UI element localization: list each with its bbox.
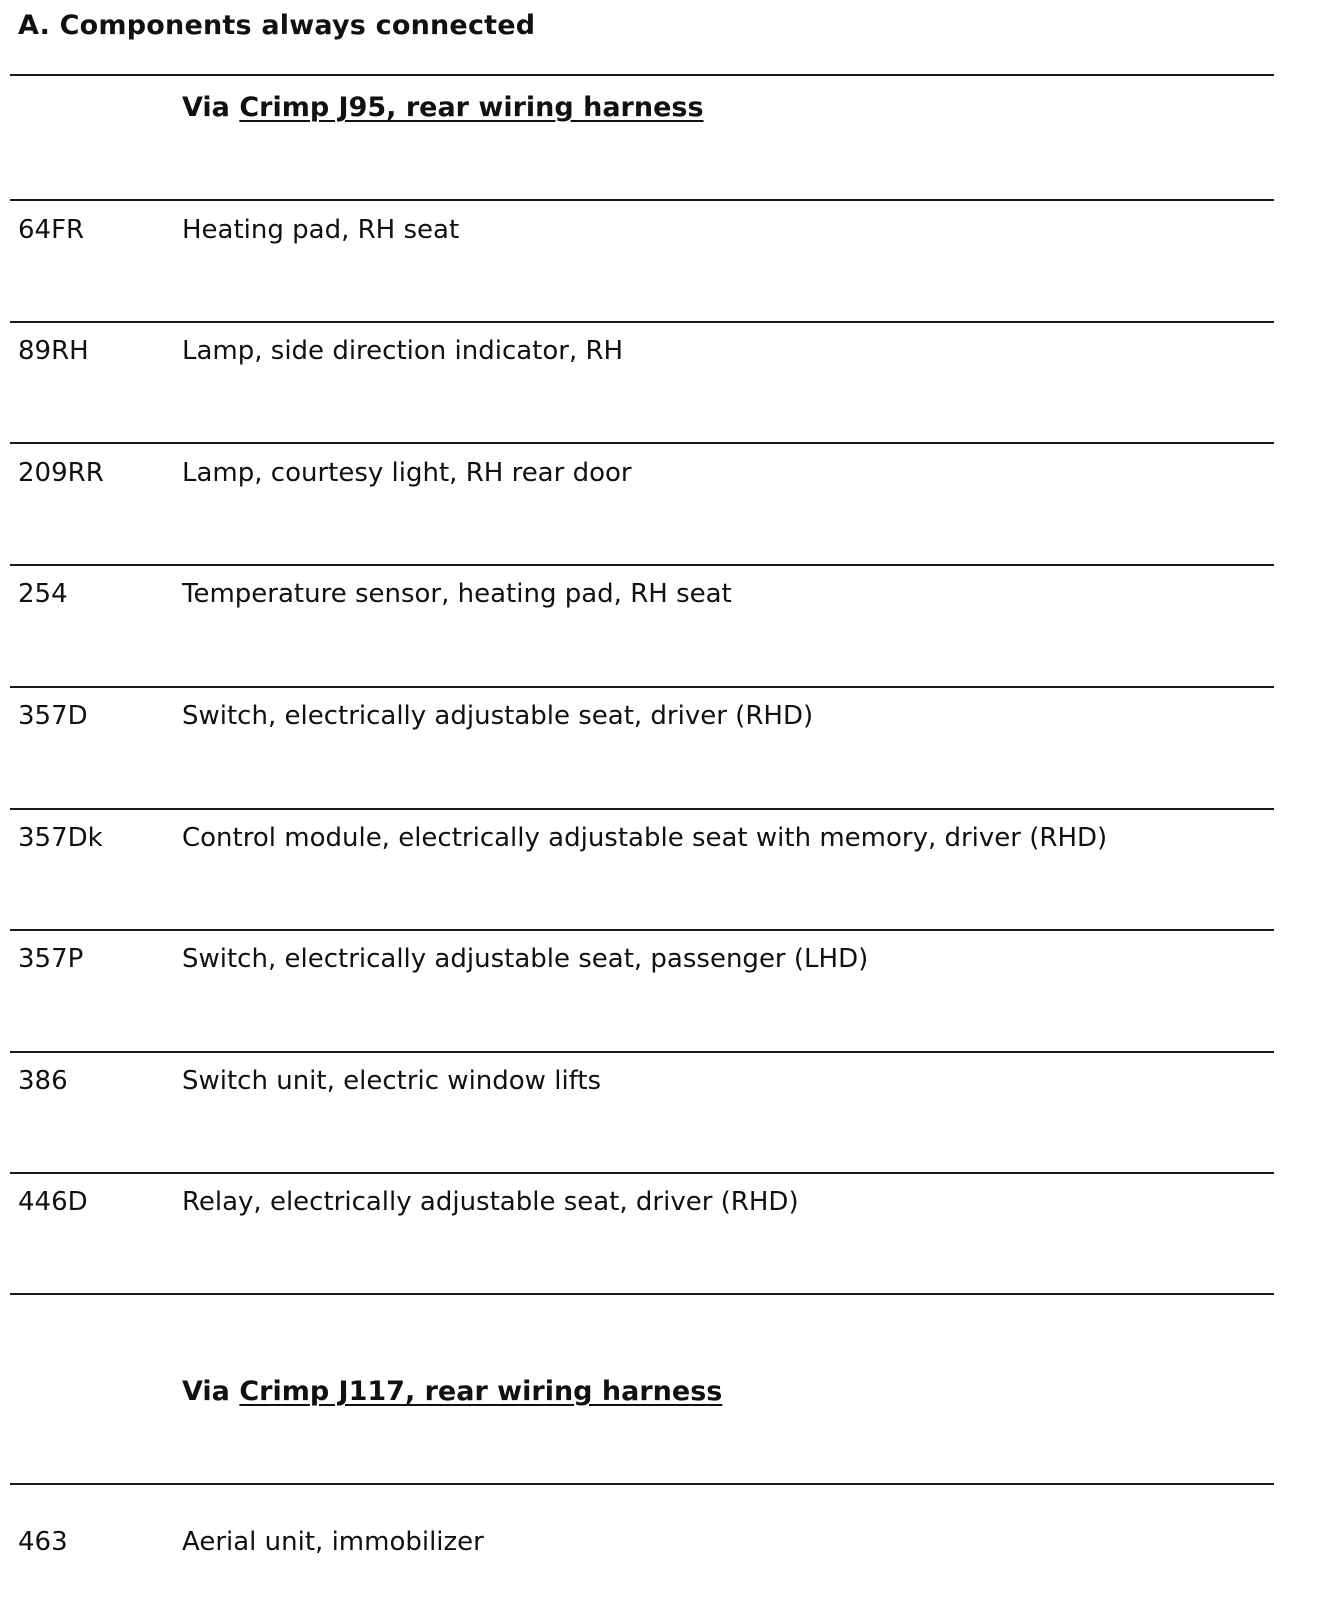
table-divider	[10, 1172, 1274, 1174]
via-prefix: Via	[182, 92, 230, 123]
table-divider	[10, 74, 1274, 76]
table-row	[0, 574, 1290, 614]
component-description: Aerial unit, immobilizer	[182, 1527, 484, 1557]
table-divider	[10, 1483, 1274, 1485]
component-description: Lamp, side direction indicator, RH	[182, 336, 624, 366]
component-description: Control module, electrically adjustable seat with memory, driver (RHD)	[182, 823, 1108, 853]
component-description: Switch, electrically adjustable seat, driver (RHD)	[182, 701, 814, 731]
table-divider	[10, 442, 1274, 444]
component-code: 463	[18, 1527, 68, 1557]
component-code: 386	[18, 1066, 68, 1096]
table-divider	[10, 564, 1274, 566]
component-description: Heating pad, RH seat	[182, 215, 460, 245]
component-code: 357P	[18, 944, 84, 974]
table-row	[0, 939, 1290, 979]
group-heading-j117	[182, 1372, 722, 1412]
component-description: Lamp, courtesy light, RH rear door	[182, 458, 632, 488]
component-code: 209RR	[18, 458, 104, 488]
table-row	[0, 453, 1290, 493]
component-description: Temperature sensor, heating pad, RH seat	[182, 579, 732, 609]
crimp-j117-link[interactable]: Crimp J117, rear wiring harness	[239, 1376, 723, 1407]
component-description: Relay, electrically adjustable seat, driver (RHD)	[182, 1187, 799, 1217]
table-divider	[10, 686, 1274, 688]
table-divider	[10, 1293, 1274, 1295]
component-code: 357Dk	[18, 823, 103, 853]
table-divider	[10, 321, 1274, 323]
section-heading: A. Components always connected	[18, 10, 536, 41]
component-description: Switch, electrically adjustable seat, passenger (LHD)	[182, 944, 869, 974]
table-row	[0, 1522, 1290, 1562]
table-divider	[10, 1051, 1274, 1053]
table-row	[0, 818, 1290, 858]
table-row	[0, 331, 1290, 371]
table-divider	[10, 199, 1274, 201]
component-code: 446D	[18, 1187, 88, 1217]
table-divider	[10, 929, 1274, 931]
group-heading-j95	[182, 88, 704, 128]
component-code: 357D	[18, 701, 88, 731]
crimp-j95-link[interactable]: Crimp J95, rear wiring harness	[239, 92, 704, 123]
via-prefix: Via	[182, 1376, 230, 1407]
table-row	[0, 1061, 1290, 1101]
table-row	[0, 1182, 1290, 1222]
component-code: 64FR	[18, 215, 85, 245]
component-description: Switch unit, electric window lifts	[182, 1066, 602, 1096]
component-code: 89RH	[18, 336, 89, 366]
table-row	[0, 696, 1290, 736]
component-code: 254	[18, 579, 68, 609]
table-divider	[10, 808, 1274, 810]
table-row	[0, 210, 1290, 250]
